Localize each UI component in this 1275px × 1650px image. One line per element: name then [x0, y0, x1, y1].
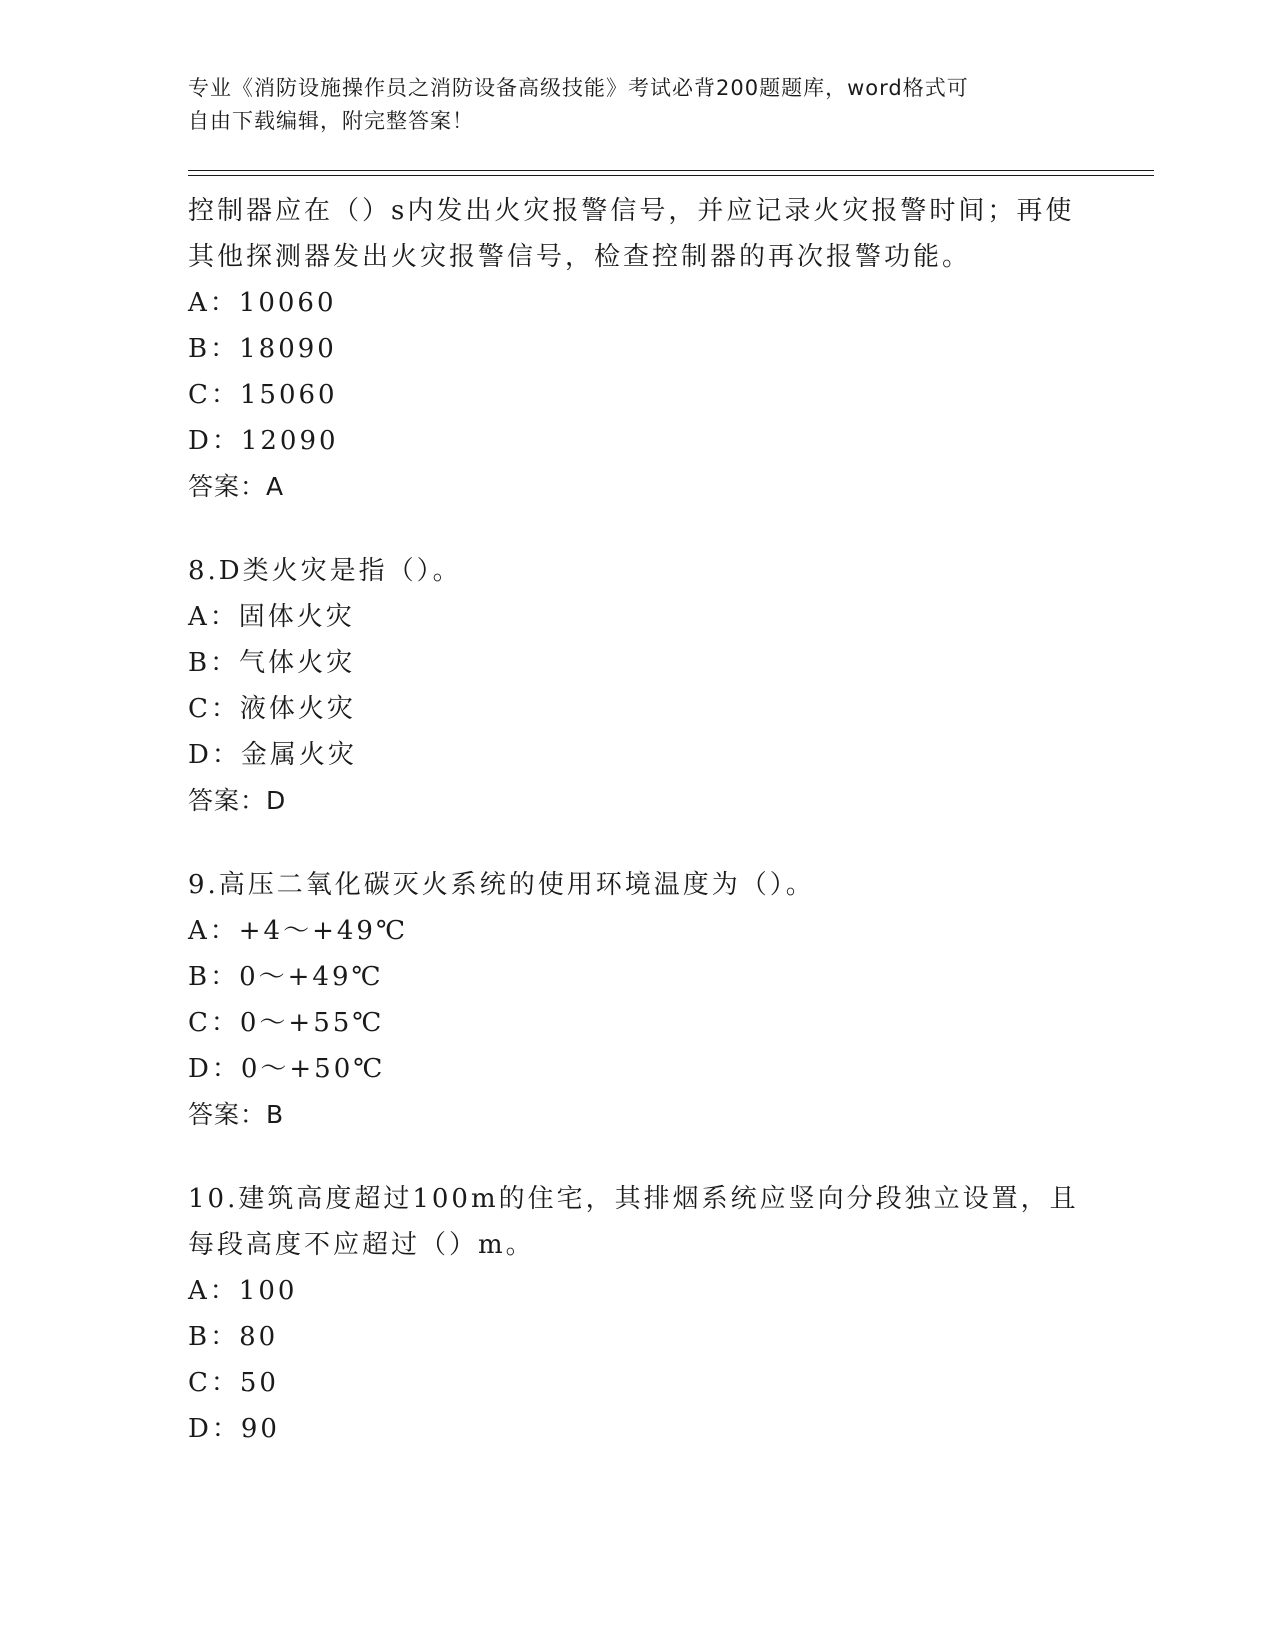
- question-stem-line: 9.高压二氧化碳灭火系统的使用环境温度为（）。: [188, 870, 815, 900]
- option-a: A：+4～+49℃: [188, 916, 409, 946]
- question-list: [188, 188, 1108, 1490]
- option-b: B：气体火灾: [188, 648, 356, 678]
- header-divider-bottom: [188, 175, 1154, 176]
- option-d: D：12090: [188, 426, 339, 456]
- question-stem-line: 8.D类火灾是指（）。: [188, 556, 462, 586]
- question-stem-line: 其他探测器发出火灾报警信号，检查控制器的再次报警功能。: [188, 242, 972, 272]
- answer: 答案：B: [188, 1100, 285, 1129]
- option-b: B：0～+49℃: [188, 962, 384, 992]
- option-d: D：90: [188, 1414, 280, 1444]
- question-stem: [188, 188, 1108, 280]
- option-d: D：金属火灾: [188, 740, 357, 770]
- header-line-1: 专业《消防设施操作员之消防设备高级技能》考试必背200题题库，word格式可: [188, 76, 969, 100]
- option-c: C：15060: [188, 380, 338, 410]
- option-c: C：50: [188, 1368, 279, 1398]
- option-d: D：0～+50℃: [188, 1054, 386, 1084]
- question-stem-line: 10.建筑高度超过100m的住宅，其排烟系统应竖向分段独立设置，且: [188, 1184, 1079, 1214]
- option-b: B：80: [188, 1322, 279, 1352]
- header-divider-top: [188, 170, 1154, 171]
- question-stem-line: 控制器应在（）s内发出火灾报警信号，并应记录火灾报警时间；再使: [188, 196, 1075, 226]
- option-a: A：10060: [188, 288, 337, 318]
- header-line-2: 自由下载编辑，附完整答案！: [188, 109, 474, 133]
- option-c: C：液体火灾: [188, 694, 356, 724]
- question-stem: [188, 1176, 1108, 1268]
- question-9: [188, 862, 1108, 1138]
- answer: 答案：D: [188, 786, 287, 815]
- question-stem-line: 每段高度不应超过（）m。: [188, 1230, 535, 1260]
- question-stem: [188, 862, 1108, 908]
- option-a: A：100: [188, 1276, 298, 1306]
- answer: 答案：A: [188, 472, 285, 501]
- question-8: [188, 548, 1108, 824]
- option-a: A：固体火灾: [188, 602, 355, 632]
- question-7: [188, 188, 1108, 510]
- option-c: C：0～+55℃: [188, 1008, 385, 1038]
- question-stem: [188, 548, 1108, 594]
- question-10: [188, 1176, 1108, 1452]
- document-header: [188, 72, 1088, 138]
- option-b: B：18090: [188, 334, 337, 364]
